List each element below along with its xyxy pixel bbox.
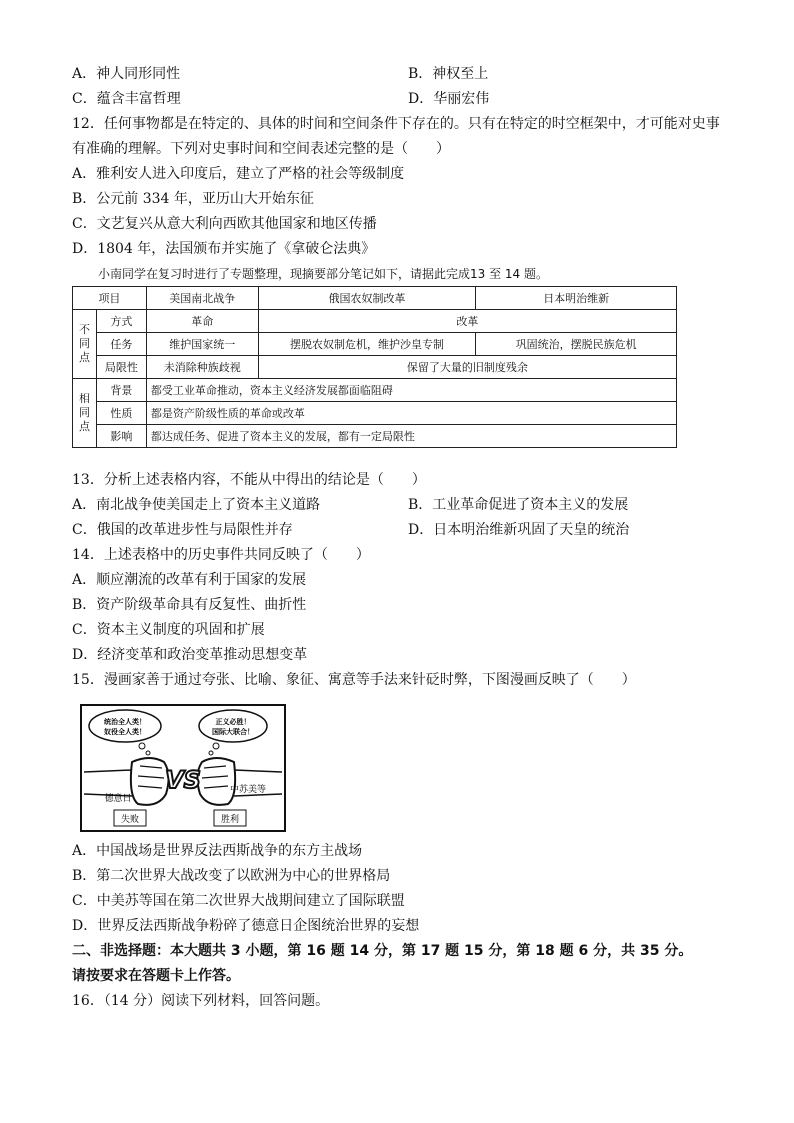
q15-option-c: C．中美苏等国在第二次世界大战期间建立了国际联盟 [72, 893, 405, 909]
q12-option-a: A．雅利安人进入印度后，建立了严格的社会等级制度 [72, 166, 405, 182]
header-us-civil-war: 美国南北战争 [146, 287, 258, 310]
section2-heading-line2: 请按要求在答题卡上作答。 [72, 968, 240, 984]
table-cell: 维护国家统一 [146, 333, 258, 356]
row-label: 影响 [96, 425, 146, 448]
vs-label: VS [165, 766, 201, 794]
summary-table [72, 286, 677, 448]
table-cell: 都是资产阶级性质的革命或改革 [146, 402, 676, 425]
q15-stem: 15．漫画家善于通过夸张、比喻、象征、寓意等手法来针砭时弊，下图漫画反映了（ ） [72, 672, 636, 688]
table-cell: 革命 [146, 310, 258, 333]
table-cell: 都达成任务、促进了资本主义的发展，都有一定局限性 [146, 425, 676, 448]
table-cell: 保留了大量的旧制度残余 [258, 356, 676, 379]
q14-option-a: A．顺应潮流的改革有利于国家的发展 [72, 572, 307, 588]
right-result: 胜利 [220, 815, 240, 825]
section2-heading-line1: 二、非选择题：本大题共 3 小题，第 16 题 14 分，第 17 题 15 分，第 18 题 6 分，共 35 分。 [72, 943, 693, 959]
group-same: 相同点 [73, 379, 97, 448]
table-row [73, 402, 677, 425]
left-fist [131, 758, 169, 805]
q14-option-d: D．经济变革和政治变革推动思想变革 [72, 647, 308, 663]
header-meiji: 日本明治维新 [476, 287, 677, 310]
row-label: 局限性 [96, 356, 146, 379]
row-label: 方式 [96, 310, 146, 333]
header-russia-reform: 俄国农奴制改革 [258, 287, 476, 310]
row-label: 背景 [96, 379, 146, 402]
table-row [73, 333, 677, 356]
q11-option-c: C．蕴含丰富哲理 [72, 91, 181, 107]
left-side-label: 德意日 [104, 794, 132, 804]
q15-option-b: B．第二次世界大战改变了以欧洲为中心的世界格局 [72, 868, 391, 884]
header-item: 项目 [73, 287, 147, 310]
table-row [73, 379, 677, 402]
q13-option-d: D．日本明治维新巩固了天皇的统治 [408, 522, 630, 538]
right-bubble-line2: 国际大联合！ [212, 728, 254, 736]
q15-option-d: D．世界反法西斯战争粉碎了德意日企图统治世界的妄想 [72, 918, 420, 934]
bubble-dot [146, 751, 150, 755]
right-bubble-line1: 正义必胜！ [215, 718, 251, 726]
left-result: 失败 [120, 815, 140, 825]
q12-stem-line1: 12．任何事物都是在特定的、具体的时间和空间条件下存在的。只有在特定的时空框架中，才可能对史事 [72, 116, 720, 132]
q14-stem: 14．上述表格中的历史事件共同反映了（ ） [72, 547, 370, 563]
bubble-dot [213, 743, 219, 749]
table-row [73, 425, 677, 448]
q12-option-c: C．文艺复兴从意大利向西欧其他国家和地区传播 [72, 216, 377, 232]
q11-option-b: B．神权至上 [408, 66, 489, 82]
q13-option-a: A．南北战争使美国走上了资本主义道路 [72, 497, 321, 513]
bubble-dot [209, 751, 213, 755]
left-bubble-line1: 统治全人类！ [104, 718, 146, 726]
study-note: 小南同学在复习时进行了专题整理，现摘要部分笔记如下，请据此完成13 至 14 题。 [98, 267, 548, 281]
table-cell: 摆脱农奴制危机，维护沙皇专制 [258, 333, 476, 356]
q13-option-c: C．俄国的改革进步性与局限性并存 [72, 522, 293, 538]
q14-option-c: C．资本主义制度的巩固和扩展 [72, 622, 265, 638]
cartoon-image [80, 704, 286, 832]
right-bubble [199, 710, 267, 742]
q15-option-a: A．中国战场是世界反法西斯战争的东方主战场 [72, 843, 363, 859]
table-row [73, 310, 677, 333]
table-header-row [73, 287, 677, 310]
table-cell: 未消除种族歧视 [146, 356, 258, 379]
right-side-label: 中苏美等 [229, 785, 267, 795]
left-bubble-line2: 奴役全人类！ [104, 728, 146, 736]
group-different: 不同点 [73, 310, 97, 379]
table-cell: 都受工业革命推动，资本主义经济发展都面临阻碍 [146, 379, 676, 402]
row-label: 任务 [96, 333, 146, 356]
q16-stem: 16．（14 分）阅读下列材料，回答问题。 [72, 993, 330, 1009]
left-bubble [89, 710, 161, 742]
q11-option-a: A．神人同形同性 [72, 66, 181, 82]
q12-option-b: B．公元前 334 年，亚历山大开始东征 [72, 191, 314, 207]
q12-option-d: D．1804 年，法国颁布并实施了《拿破仑法典》 [72, 241, 376, 257]
q12-stem-line2: 有准确的理解。下列对史事时间和空间表述完整的是（ ） [72, 141, 450, 157]
right-fist [197, 758, 235, 805]
table-cell: 改革 [258, 310, 676, 333]
row-label: 性质 [96, 402, 146, 425]
q14-option-b: B．资产阶级革命具有反复性、曲折性 [72, 597, 307, 613]
q13-option-b: B．工业革命促进了资本主义的发展 [408, 497, 629, 513]
bubble-dot [139, 743, 145, 749]
q11-option-d: D．华丽宏伟 [408, 91, 490, 107]
table-cell: 巩固统治，摆脱民族危机 [476, 333, 677, 356]
q13-stem: 13．分析上述表格内容，不能从中得出的结论是（ ） [72, 472, 426, 488]
table-row [73, 356, 677, 379]
